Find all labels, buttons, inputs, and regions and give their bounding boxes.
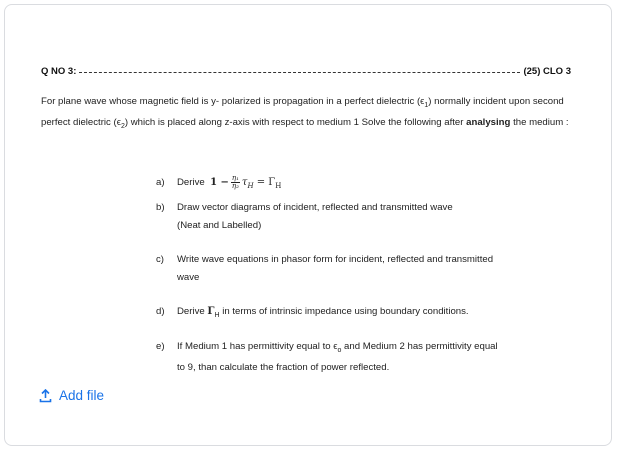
item-e bbox=[156, 338, 586, 377]
item-b-label: b) bbox=[156, 202, 165, 213]
item-b-line2: (Neat and Labelled) bbox=[177, 219, 262, 231]
eq-gamma-sub: H bbox=[275, 182, 282, 190]
item-b bbox=[156, 199, 586, 234]
item-e-line1-post: and Medium 2 has permittivity equal bbox=[341, 341, 498, 352]
item-e-line2: to 9, than calculate the fraction of power reflected. bbox=[177, 362, 390, 374]
eq-equals-gamma: = Γ bbox=[253, 177, 276, 188]
upload-icon bbox=[39, 389, 52, 403]
intro-sub-1: 1 bbox=[424, 101, 429, 109]
item-a bbox=[156, 174, 586, 196]
header-dashed-line bbox=[79, 72, 520, 73]
add-file-button[interactable] bbox=[39, 388, 104, 403]
item-d-pre: Derive bbox=[177, 306, 208, 317]
eq-frac-den: η₂ bbox=[231, 182, 239, 190]
question-marks: (25) CLO 3 bbox=[523, 66, 571, 77]
item-b-line1: Draw vector diagrams of incident, reflected and transmitted wave bbox=[177, 202, 453, 213]
item-d-gamma-sub: H bbox=[214, 311, 220, 319]
eq-tau-sub: H bbox=[247, 182, 254, 190]
item-d-gamma: Γ bbox=[207, 306, 215, 317]
question-intro bbox=[41, 93, 581, 136]
item-a-equation bbox=[210, 174, 282, 190]
item-e-label: e) bbox=[156, 341, 165, 352]
add-file-label: Add file bbox=[59, 388, 105, 403]
intro-bold: analysing bbox=[466, 117, 511, 129]
eq-one-minus: 1 − bbox=[210, 177, 229, 188]
item-d bbox=[156, 303, 586, 324]
item-c bbox=[156, 251, 586, 286]
intro-text-2: ) normally incident upon second perfect dielectric (ϵ bbox=[41, 96, 564, 129]
eq-frac-num: η₁ bbox=[231, 174, 239, 182]
item-e-line1-pre: If Medium 1 has permittivity equal to ϵ bbox=[177, 341, 338, 352]
item-d-post: in terms of intrinsic impedance using boundary conditions. bbox=[219, 306, 469, 317]
question-header bbox=[41, 66, 571, 77]
item-c-line1: Write wave equations in phasor form for incident, reflected and transmitted bbox=[177, 254, 494, 265]
question-number: Q NO 3: bbox=[41, 66, 77, 77]
item-a-text: Derive bbox=[177, 177, 205, 188]
item-d-label: d) bbox=[156, 306, 165, 317]
eq-tau: τ bbox=[241, 177, 248, 188]
item-a-label: a) bbox=[156, 177, 165, 188]
item-c-label: c) bbox=[156, 254, 164, 265]
eq-fraction bbox=[231, 175, 240, 190]
intro-text-3: ) which is placed along z-axis with respect to medium 1 Solve the following after bbox=[124, 117, 467, 129]
item-c-line2: wave bbox=[177, 271, 200, 283]
intro-sub-2: 2 bbox=[120, 123, 125, 131]
intro-text-4: the medium : bbox=[510, 117, 569, 129]
intro-text-1: For plane wave whose magnetic field is y- polarized is propagation in a perfect dielectric (ϵ bbox=[41, 96, 425, 107]
item-e-line1-sub: o bbox=[337, 346, 342, 354]
